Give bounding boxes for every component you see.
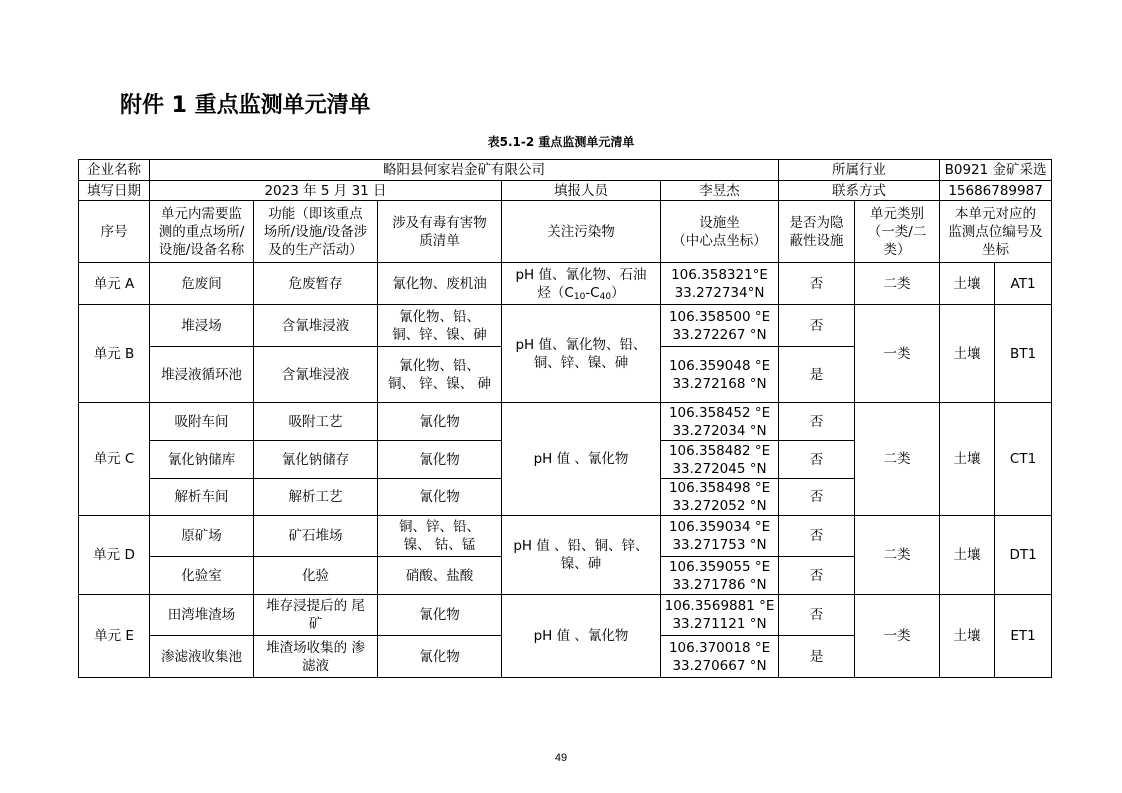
function-cell: 堆存浸提后的 尾 矿 [254, 595, 378, 636]
toxic-cell: 硝酸、盐酸 [378, 557, 502, 595]
function-cell: 含氰堆浸液 [254, 305, 378, 347]
header-category: 单元类别 （一类/二 类） [855, 201, 940, 263]
contact-label: 联系方式 [779, 181, 940, 201]
place-cell: 原矿场 [150, 516, 254, 557]
pollutant-cell: pH 值 、铅、铜、锌、 镍、砷 [502, 516, 661, 595]
function-cell: 化验 [254, 557, 378, 595]
table-caption: 表5.1-2 重点监测单元清单 [487, 135, 635, 149]
coord-cell: 106.358321°E 33.272734°N [661, 263, 779, 305]
place-cell: 渗滤液收集池 [150, 636, 254, 678]
header-pollutant: 关注污染物 [502, 201, 661, 263]
toxic-cell: 氰化物 [378, 636, 502, 678]
toxic-cell: 氰化物 [378, 403, 502, 441]
function-cell: 堆渣场收集的 渗 滤液 [254, 636, 378, 678]
function-cell: 含氰堆浸液 [254, 347, 378, 403]
category-cell: 一类 [855, 305, 940, 403]
pollutant-cell: pH 值、氰化物、铅、 铜、锌、镍、砷 [502, 305, 661, 403]
pollutant-cell: pH 值 、氰化物 [502, 595, 661, 678]
unit-name: 单元 B [79, 305, 150, 403]
filler-label: 填报人员 [502, 181, 661, 201]
hidden-cell: 否 [779, 557, 855, 595]
table-row [79, 263, 1052, 305]
hidden-cell: 是 [779, 636, 855, 678]
header-toxic: 涉及有毒有害物 质清单 [378, 201, 502, 263]
coord-cell: 106.358452 °E 33.272034 °N [661, 403, 779, 441]
unit-name: 单元 A [79, 263, 150, 305]
contact-value: 15686789987 [940, 181, 1052, 201]
category-cell: 二类 [855, 403, 940, 516]
header-hidden: 是否为隐 蔽性设施 [779, 201, 855, 263]
info-row-date [79, 181, 1052, 201]
hidden-cell: 否 [779, 305, 855, 347]
category-cell: 二类 [855, 263, 940, 305]
page-heading: 附件 1 重点监测单元清单 [120, 93, 371, 118]
medium-cell: 土壤 [940, 595, 995, 678]
place-cell: 氰化钠储库 [150, 441, 254, 479]
company-label: 企业名称 [79, 160, 150, 181]
header-place: 单元内需要监 测的重点场所/ 设施/设备名称 [150, 201, 254, 263]
hidden-cell: 否 [779, 263, 855, 305]
hidden-cell: 否 [779, 441, 855, 479]
header-seq: 序号 [79, 201, 150, 263]
coord-cell: 106.358500 °E 33.272267 °N [661, 305, 779, 347]
monitoring-unit-table [78, 159, 1052, 678]
toxic-cell: 氰化物、铅、 铜、 锌、镍、 砷 [378, 347, 502, 403]
table-row [79, 403, 1052, 441]
column-header-row [79, 201, 1052, 263]
industry-value: B0921 金矿采选 [940, 160, 1052, 181]
function-cell: 氰化钠储存 [254, 441, 378, 479]
coord-cell: 106.3569881 °E 33.271121 °N [661, 595, 779, 636]
company-value: 略阳县何家岩金矿有限公司 [150, 160, 779, 181]
toxic-cell: 氰化物、废机油 [378, 263, 502, 305]
function-cell: 吸附工艺 [254, 403, 378, 441]
toxic-cell: 氰化物 [378, 441, 502, 479]
function-cell: 解析工艺 [254, 479, 378, 516]
toxic-cell: 铜、锌、铅、 镍、 钴、锰 [378, 516, 502, 557]
table-row [79, 595, 1052, 636]
coord-cell: 106.358482 °E 33.272045 °N [661, 441, 779, 479]
toxic-cell: 氰化物、铅、 铜、锌、镍、砷 [378, 305, 502, 347]
coord-cell: 106.370018 °E 33.270667 °N [661, 636, 779, 678]
point-cell: AT1 [995, 263, 1052, 305]
coord-cell: 106.359034 °E 33.271753 °N [661, 516, 779, 557]
hidden-cell: 否 [779, 403, 855, 441]
function-cell: 矿石堆场 [254, 516, 378, 557]
category-cell: 二类 [855, 516, 940, 595]
place-cell: 田湾堆渣场 [150, 595, 254, 636]
date-label: 填写日期 [79, 181, 150, 201]
place-cell: 吸附车间 [150, 403, 254, 441]
header-point: 本单元对应的 监测点位编号及 坐标 [940, 201, 1052, 263]
place-cell: 解析车间 [150, 479, 254, 516]
place-cell: 危废间 [150, 263, 254, 305]
industry-label: 所属行业 [779, 160, 940, 181]
date-value: 2023 年 5 月 31 日 [150, 181, 502, 201]
place-cell: 化验室 [150, 557, 254, 595]
toxic-cell: 氰化物 [378, 479, 502, 516]
medium-cell: 土壤 [940, 305, 995, 403]
pollutant-cell: pH 值 、氰化物 [502, 403, 661, 516]
unit-name: 单元 D [79, 516, 150, 595]
place-cell: 堆浸液循环池 [150, 347, 254, 403]
coord-cell: 106.358498 °E 33.272052 °N [661, 479, 779, 516]
toxic-cell: 氰化物 [378, 595, 502, 636]
unit-name: 单元 E [79, 595, 150, 678]
unit-name: 单元 C [79, 403, 150, 516]
category-cell: 一类 [855, 595, 940, 678]
filler-value: 李昱杰 [661, 181, 779, 201]
page-number: 49 [554, 752, 568, 764]
point-cell: CT1 [995, 403, 1052, 516]
place-cell: 堆浸场 [150, 305, 254, 347]
point-cell: ET1 [995, 595, 1052, 678]
table-row [79, 305, 1052, 347]
medium-cell: 土壤 [940, 263, 995, 305]
point-cell: BT1 [995, 305, 1052, 403]
info-row-company [79, 160, 1052, 181]
hidden-cell: 是 [779, 347, 855, 403]
hidden-cell: 否 [779, 479, 855, 516]
coord-cell: 106.359048 °E 33.272168 °N [661, 347, 779, 403]
function-cell: 危废暂存 [254, 263, 378, 305]
medium-cell: 土壤 [940, 516, 995, 595]
point-cell: DT1 [995, 516, 1052, 595]
medium-cell: 土壤 [940, 403, 995, 516]
hidden-cell: 否 [779, 516, 855, 557]
pollutant-cell: pH 值、氰化物、石油 烃$(C_{10}-C_{40})$ [502, 263, 661, 305]
header-function: 功能（即该重点 场所/设施/设备涉 及的生产活动） [254, 201, 378, 263]
table-row [79, 516, 1052, 557]
coord-cell: 106.359055 °E 33.271786 °N [661, 557, 779, 595]
header-coord: 设施坐 （中心点坐标） [661, 201, 779, 263]
hidden-cell: 否 [779, 595, 855, 636]
